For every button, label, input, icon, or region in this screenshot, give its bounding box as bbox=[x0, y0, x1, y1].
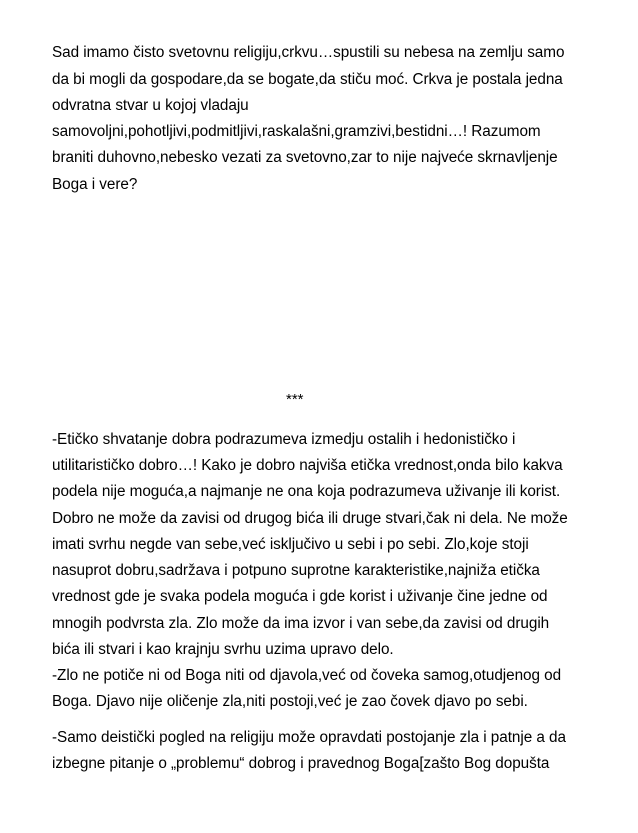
text-line: utilitarističko dobro…! Kako je dobro najviša etička vrednost,onda bilo kakva bbox=[52, 457, 563, 474]
text-line: Dobro ne može da zavisi od drugog bića ili druge stvari,čak ni dela. Ne može bbox=[52, 510, 568, 527]
text-line: Boga i vere? bbox=[52, 176, 138, 193]
text-line: bića ili stvari i kao krajnju svrhu uzima upravo delo. bbox=[52, 641, 394, 658]
text-line: -Etičko shvatanje dobra podrazumeva izmedju ostalih i hedonističko i bbox=[52, 431, 516, 448]
text-line: da bi mogli da gospodare,da se bogate,da stiču moć. Crkva je postala jedna bbox=[52, 71, 563, 88]
text-line: braniti duhovno,nebesko vezati za svetovno,zar to nije najveće skrnavljenje bbox=[52, 149, 558, 166]
text-line: -Samo deistički pogled na religiju može opravdati postojanje zla i patnje a da bbox=[52, 729, 566, 746]
text-line: vrednost gde je svaka podela moguća i gde korist i uživanje čine jedne od bbox=[52, 588, 548, 605]
text-line: -Zlo ne potiče ni od Boga niti od djavola,već od čoveka samog,otudjenog od bbox=[52, 667, 562, 684]
text-line: imati svrhu negde van sebe,već isključivo u sebi i po sebi. Zlo,koje stoji bbox=[52, 536, 529, 553]
text-line: Sad imamo čisto svetovnu religiju,crkvu…spustili su nebesa na zemlju samo bbox=[52, 44, 565, 61]
text-line: samovoljni,pohotljivi,podmitljivi,raskalašni,gramzivi,bestidni…! Razumom bbox=[52, 123, 541, 140]
text-line: mnogih podvrsta zla. Zlo može da ima izvor i van sebe,da zavisi od drugih bbox=[52, 615, 550, 632]
section-separator: *** bbox=[286, 391, 304, 408]
text-line: Boga. Djavo nije oličenje zla,niti postoji,već je zao čovek djavo po sebi. bbox=[52, 693, 528, 710]
text-line: izbegne pitanje o „problemu“ dobrog i pravednog Boga[zašto Bog dopušta bbox=[52, 755, 550, 772]
text-line: podela nije moguća,a najmanje ne ona koja podrazumeva uživanje ili korist. bbox=[52, 483, 561, 500]
text-line: nasuprot dobru,sadržava i potpuno suprotne karakteristike,najniža etička bbox=[52, 562, 540, 579]
text-line: odvratna stvar u kojoj vladaju bbox=[52, 97, 249, 114]
